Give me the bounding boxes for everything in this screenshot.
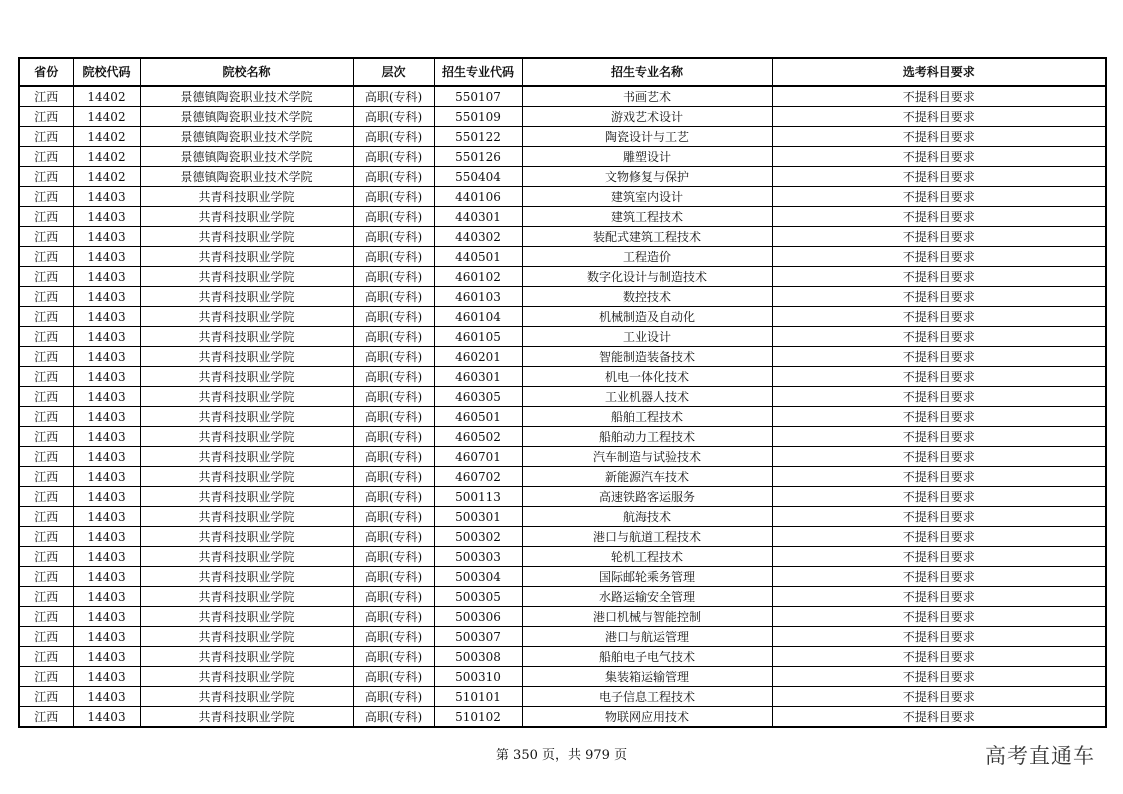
- cell-school-name: 共青科技职业学院: [140, 627, 353, 647]
- cell-major-name: 港口机械与智能控制: [522, 607, 772, 627]
- cell-province: 江西: [19, 227, 73, 247]
- cell-major-name: 装配式建筑工程技术: [522, 227, 772, 247]
- cell-school-name: 共青科技职业学院: [140, 467, 353, 487]
- cell-school-code: 14403: [73, 647, 140, 667]
- cell-subject-requirement: 不提科目要求: [772, 367, 1106, 387]
- cell-school-code: 14402: [73, 86, 140, 107]
- cell-major-code: 500308: [434, 647, 522, 667]
- cell-school-code: 14403: [73, 427, 140, 447]
- cell-major-code: 500301: [434, 507, 522, 527]
- cell-subject-requirement: 不提科目要求: [772, 687, 1106, 707]
- cell-major-code: 460104: [434, 307, 522, 327]
- cell-major-name: 游戏艺术设计: [522, 107, 772, 127]
- cell-level: 高职(专科): [353, 547, 434, 567]
- cell-level: 高职(专科): [353, 167, 434, 187]
- cell-major-name: 港口与航道工程技术: [522, 527, 772, 547]
- cell-school-name: 共青科技职业学院: [140, 247, 353, 267]
- cell-level: 高职(专科): [353, 187, 434, 207]
- cell-subject-requirement: 不提科目要求: [772, 327, 1106, 347]
- cell-subject-requirement: 不提科目要求: [772, 167, 1106, 187]
- cell-level: 高职(专科): [353, 467, 434, 487]
- cell-major-code: 460305: [434, 387, 522, 407]
- cell-school-name: 景德镇陶瓷职业技术学院: [140, 167, 353, 187]
- cell-province: 江西: [19, 287, 73, 307]
- cell-major-code: 550107: [434, 86, 522, 107]
- table-row: [19, 187, 1106, 207]
- cell-school-code: 14403: [73, 287, 140, 307]
- table-body: [19, 86, 1106, 727]
- cell-major-name: 轮机工程技术: [522, 547, 772, 567]
- cell-subject-requirement: 不提科目要求: [772, 207, 1106, 227]
- cell-level: 高职(专科): [353, 107, 434, 127]
- cell-level: 高职(专科): [353, 387, 434, 407]
- table-row: [19, 547, 1106, 567]
- cell-major-name: 智能制造装备技术: [522, 347, 772, 367]
- cell-province: 江西: [19, 687, 73, 707]
- cell-level: 高职(专科): [353, 707, 434, 728]
- cell-major-name: 机电一体化技术: [522, 367, 772, 387]
- table-header-row: [19, 58, 1106, 86]
- header-major-code: 招生专业代码: [434, 58, 522, 86]
- cell-province: 江西: [19, 447, 73, 467]
- cell-province: 江西: [19, 167, 73, 187]
- cell-subject-requirement: 不提科目要求: [772, 127, 1106, 147]
- table-row: [19, 367, 1106, 387]
- cell-subject-requirement: 不提科目要求: [772, 507, 1106, 527]
- cell-school-name: 共青科技职业学院: [140, 587, 353, 607]
- header-subject-requirement: 选考科目要求: [772, 58, 1106, 86]
- cell-school-name: 共青科技职业学院: [140, 227, 353, 247]
- cell-subject-requirement: 不提科目要求: [772, 427, 1106, 447]
- cell-province: 江西: [19, 647, 73, 667]
- table-row: [19, 487, 1106, 507]
- cell-school-name: 共青科技职业学院: [140, 287, 353, 307]
- cell-subject-requirement: 不提科目要求: [772, 667, 1106, 687]
- cell-school-code: 14403: [73, 607, 140, 627]
- cell-school-code: 14403: [73, 687, 140, 707]
- cell-subject-requirement: 不提科目要求: [772, 707, 1106, 728]
- cell-major-name: 航海技术: [522, 507, 772, 527]
- cell-school-name: 景德镇陶瓷职业技术学院: [140, 107, 353, 127]
- table-row: [19, 567, 1106, 587]
- cell-level: 高职(专科): [353, 367, 434, 387]
- cell-level: 高职(专科): [353, 267, 434, 287]
- cell-level: 高职(专科): [353, 487, 434, 507]
- table-row: [19, 347, 1106, 367]
- cell-province: 江西: [19, 667, 73, 687]
- cell-province: 江西: [19, 86, 73, 107]
- cell-school-name: 共青科技职业学院: [140, 327, 353, 347]
- cell-major-code: 550122: [434, 127, 522, 147]
- cell-province: 江西: [19, 247, 73, 267]
- table-row: [19, 167, 1106, 187]
- cell-province: 江西: [19, 467, 73, 487]
- cell-major-code: 500305: [434, 587, 522, 607]
- cell-major-code: 510102: [434, 707, 522, 728]
- header-province: 省份: [19, 58, 73, 86]
- cell-province: 江西: [19, 127, 73, 147]
- cell-school-name: 共青科技职业学院: [140, 407, 353, 427]
- cell-subject-requirement: 不提科目要求: [772, 467, 1106, 487]
- cell-subject-requirement: 不提科目要求: [772, 607, 1106, 627]
- cell-major-name: 水路运输安全管理: [522, 587, 772, 607]
- cell-level: 高职(专科): [353, 307, 434, 327]
- cell-school-code: 14403: [73, 387, 140, 407]
- cell-major-code: 440501: [434, 247, 522, 267]
- cell-major-code: 550404: [434, 167, 522, 187]
- cell-school-name: 共青科技职业学院: [140, 427, 353, 447]
- table-row: [19, 707, 1106, 728]
- cell-province: 江西: [19, 527, 73, 547]
- cell-major-name: 港口与航运管理: [522, 627, 772, 647]
- table-row: [19, 427, 1106, 447]
- cell-subject-requirement: 不提科目要求: [772, 267, 1106, 287]
- cell-major-name: 船舶工程技术: [522, 407, 772, 427]
- cell-province: 江西: [19, 707, 73, 728]
- cell-school-name: 景德镇陶瓷职业技术学院: [140, 127, 353, 147]
- cell-school-code: 14403: [73, 487, 140, 507]
- cell-major-code: 440301: [434, 207, 522, 227]
- cell-major-name: 集装箱运输管理: [522, 667, 772, 687]
- table-row: [19, 267, 1106, 287]
- cell-school-code: 14403: [73, 367, 140, 387]
- table-row: [19, 247, 1106, 267]
- cell-subject-requirement: 不提科目要求: [772, 147, 1106, 167]
- cell-major-code: 460501: [434, 407, 522, 427]
- cell-major-name: 雕塑设计: [522, 147, 772, 167]
- cell-school-name: 共青科技职业学院: [140, 547, 353, 567]
- cell-school-name: 共青科技职业学院: [140, 647, 353, 667]
- cell-level: 高职(专科): [353, 447, 434, 467]
- cell-province: 江西: [19, 407, 73, 427]
- table-row: [19, 627, 1106, 647]
- cell-major-name: 物联网应用技术: [522, 707, 772, 728]
- cell-major-code: 500310: [434, 667, 522, 687]
- cell-major-name: 国际邮轮乘务管理: [522, 567, 772, 587]
- cell-major-code: 500302: [434, 527, 522, 547]
- cell-school-name: 共青科技职业学院: [140, 447, 353, 467]
- table-row: [19, 147, 1106, 167]
- cell-province: 江西: [19, 107, 73, 127]
- cell-major-code: 460701: [434, 447, 522, 467]
- cell-major-code: 500304: [434, 567, 522, 587]
- cell-school-name: 共青科技职业学院: [140, 527, 353, 547]
- cell-subject-requirement: 不提科目要求: [772, 407, 1106, 427]
- cell-level: 高职(专科): [353, 227, 434, 247]
- table-row: [19, 647, 1106, 667]
- cell-province: 江西: [19, 587, 73, 607]
- cell-subject-requirement: 不提科目要求: [772, 86, 1106, 107]
- cell-province: 江西: [19, 607, 73, 627]
- cell-major-code: 440106: [434, 187, 522, 207]
- table-row: [19, 127, 1106, 147]
- cell-province: 江西: [19, 627, 73, 647]
- cell-level: 高职(专科): [353, 607, 434, 627]
- cell-school-code: 14403: [73, 407, 140, 427]
- cell-subject-requirement: 不提科目要求: [772, 287, 1106, 307]
- cell-major-code: 460702: [434, 467, 522, 487]
- cell-major-name: 工业机器人技术: [522, 387, 772, 407]
- cell-subject-requirement: 不提科目要求: [772, 587, 1106, 607]
- cell-province: 江西: [19, 547, 73, 567]
- table-row: [19, 667, 1106, 687]
- cell-major-name: 电子信息工程技术: [522, 687, 772, 707]
- cell-school-code: 14402: [73, 127, 140, 147]
- cell-major-name: 机械制造及自动化: [522, 307, 772, 327]
- cell-subject-requirement: 不提科目要求: [772, 247, 1106, 267]
- cell-school-name: 共青科技职业学院: [140, 187, 353, 207]
- cell-level: 高职(专科): [353, 567, 434, 587]
- watermark-logo: 高考直通车: [985, 744, 1095, 768]
- cell-school-name: 共青科技职业学院: [140, 487, 353, 507]
- cell-school-name: 共青科技职业学院: [140, 267, 353, 287]
- cell-school-code: 14402: [73, 107, 140, 127]
- cell-province: 江西: [19, 327, 73, 347]
- cell-subject-requirement: 不提科目要求: [772, 627, 1106, 647]
- cell-subject-requirement: 不提科目要求: [772, 647, 1106, 667]
- cell-school-name: 共青科技职业学院: [140, 207, 353, 227]
- table-row: [19, 107, 1106, 127]
- cell-school-code: 14403: [73, 447, 140, 467]
- cell-school-code: 14403: [73, 627, 140, 647]
- cell-school-name: 共青科技职业学院: [140, 347, 353, 367]
- cell-major-name: 高速铁路客运服务: [522, 487, 772, 507]
- table-row: [19, 467, 1106, 487]
- cell-province: 江西: [19, 367, 73, 387]
- cell-major-name: 数字化设计与制造技术: [522, 267, 772, 287]
- cell-major-name: 建筑工程技术: [522, 207, 772, 227]
- cell-school-name: 景德镇陶瓷职业技术学院: [140, 86, 353, 107]
- cell-major-code: 460301: [434, 367, 522, 387]
- cell-subject-requirement: 不提科目要求: [772, 487, 1106, 507]
- cell-school-name: 共青科技职业学院: [140, 687, 353, 707]
- table-row: [19, 407, 1106, 427]
- cell-province: 江西: [19, 507, 73, 527]
- cell-major-code: 500306: [434, 607, 522, 627]
- table-row: [19, 687, 1106, 707]
- cell-major-name: 船舶动力工程技术: [522, 427, 772, 447]
- cell-major-name: 建筑室内设计: [522, 187, 772, 207]
- cell-level: 高职(专科): [353, 587, 434, 607]
- cell-school-name: 共青科技职业学院: [140, 387, 353, 407]
- cell-major-name: 工程造价: [522, 247, 772, 267]
- cell-school-name: 共青科技职业学院: [140, 307, 353, 327]
- cell-school-code: 14403: [73, 327, 140, 347]
- cell-major-code: 500303: [434, 547, 522, 567]
- table-row: [19, 327, 1106, 347]
- table-row: [19, 587, 1106, 607]
- cell-level: 高职(专科): [353, 287, 434, 307]
- cell-level: 高职(专科): [353, 667, 434, 687]
- cell-level: 高职(专科): [353, 407, 434, 427]
- cell-subject-requirement: 不提科目要求: [772, 107, 1106, 127]
- table-row: [19, 227, 1106, 247]
- table-row: [19, 387, 1106, 407]
- cell-school-name: 共青科技职业学院: [140, 607, 353, 627]
- cell-subject-requirement: 不提科目要求: [772, 227, 1106, 247]
- table-row: [19, 207, 1106, 227]
- table-row: [19, 527, 1106, 547]
- admission-table: [18, 57, 1107, 728]
- cell-school-code: 14403: [73, 547, 140, 567]
- cell-major-name: 陶瓷设计与工艺: [522, 127, 772, 147]
- cell-level: 高职(专科): [353, 247, 434, 267]
- cell-major-name: 汽车制造与试验技术: [522, 447, 772, 467]
- cell-major-name: 船舶电子电气技术: [522, 647, 772, 667]
- cell-subject-requirement: 不提科目要求: [772, 307, 1106, 327]
- cell-province: 江西: [19, 207, 73, 227]
- cell-major-name: 工业设计: [522, 327, 772, 347]
- cell-province: 江西: [19, 267, 73, 287]
- cell-province: 江西: [19, 307, 73, 327]
- page-number: 第 350 页，共 979 页: [495, 748, 628, 763]
- cell-level: 高职(专科): [353, 147, 434, 167]
- cell-school-code: 14403: [73, 587, 140, 607]
- cell-subject-requirement: 不提科目要求: [772, 567, 1106, 587]
- table-row: [19, 447, 1106, 467]
- cell-level: 高职(专科): [353, 347, 434, 367]
- table-row: [19, 307, 1106, 327]
- cell-major-code: 460201: [434, 347, 522, 367]
- cell-level: 高职(专科): [353, 627, 434, 647]
- cell-major-code: 550126: [434, 147, 522, 167]
- cell-school-code: 14403: [73, 527, 140, 547]
- cell-level: 高职(专科): [353, 647, 434, 667]
- cell-province: 江西: [19, 347, 73, 367]
- cell-level: 高职(专科): [353, 207, 434, 227]
- cell-school-code: 14403: [73, 267, 140, 287]
- cell-major-name: 书画艺术: [522, 86, 772, 107]
- cell-school-name: 共青科技职业学院: [140, 567, 353, 587]
- cell-school-name: 共青科技职业学院: [140, 507, 353, 527]
- header-school-name: 院校名称: [140, 58, 353, 86]
- cell-province: 江西: [19, 147, 73, 167]
- cell-level: 高职(专科): [353, 687, 434, 707]
- header-level: 层次: [353, 58, 434, 86]
- cell-level: 高职(专科): [353, 327, 434, 347]
- cell-school-code: 14403: [73, 567, 140, 587]
- cell-school-code: 14403: [73, 467, 140, 487]
- header-school-code: 院校代码: [73, 58, 140, 86]
- cell-school-name: 共青科技职业学院: [140, 667, 353, 687]
- cell-school-code: 14402: [73, 167, 140, 187]
- cell-major-code: 550109: [434, 107, 522, 127]
- cell-province: 江西: [19, 187, 73, 207]
- cell-major-code: 460102: [434, 267, 522, 287]
- cell-school-code: 14403: [73, 507, 140, 527]
- cell-major-code: 500307: [434, 627, 522, 647]
- table-row: [19, 507, 1106, 527]
- table-row: [19, 287, 1106, 307]
- cell-school-code: 14403: [73, 227, 140, 247]
- cell-subject-requirement: 不提科目要求: [772, 387, 1106, 407]
- cell-province: 江西: [19, 487, 73, 507]
- cell-school-name: 共青科技职业学院: [140, 367, 353, 387]
- cell-level: 高职(专科): [353, 427, 434, 447]
- cell-major-code: 460105: [434, 327, 522, 347]
- cell-level: 高职(专科): [353, 527, 434, 547]
- cell-school-code: 14403: [73, 667, 140, 687]
- cell-province: 江西: [19, 567, 73, 587]
- table-row: [19, 607, 1106, 627]
- cell-school-name: 共青科技职业学院: [140, 707, 353, 728]
- cell-subject-requirement: 不提科目要求: [772, 447, 1106, 467]
- cell-subject-requirement: 不提科目要求: [772, 547, 1106, 567]
- cell-school-code: 14403: [73, 707, 140, 728]
- cell-major-code: 440302: [434, 227, 522, 247]
- cell-school-code: 14403: [73, 347, 140, 367]
- cell-major-name: 数控技术: [522, 287, 772, 307]
- cell-school-code: 14403: [73, 207, 140, 227]
- cell-school-code: 14403: [73, 307, 140, 327]
- cell-province: 江西: [19, 427, 73, 447]
- cell-school-code: 14403: [73, 247, 140, 267]
- cell-province: 江西: [19, 387, 73, 407]
- cell-major-code: 500113: [434, 487, 522, 507]
- cell-level: 高职(专科): [353, 127, 434, 147]
- cell-major-name: 文物修复与保护: [522, 167, 772, 187]
- cell-level: 高职(专科): [353, 86, 434, 107]
- cell-subject-requirement: 不提科目要求: [772, 187, 1106, 207]
- cell-school-name: 景德镇陶瓷职业技术学院: [140, 147, 353, 167]
- header-major-name: 招生专业名称: [522, 58, 772, 86]
- cell-school-code: 14403: [73, 187, 140, 207]
- table-row: [19, 86, 1106, 107]
- cell-subject-requirement: 不提科目要求: [772, 347, 1106, 367]
- cell-subject-requirement: 不提科目要求: [772, 527, 1106, 547]
- cell-major-code: 460502: [434, 427, 522, 447]
- cell-major-code: 510101: [434, 687, 522, 707]
- cell-major-code: 460103: [434, 287, 522, 307]
- cell-major-name: 新能源汽车技术: [522, 467, 772, 487]
- cell-level: 高职(专科): [353, 507, 434, 527]
- cell-school-code: 14402: [73, 147, 140, 167]
